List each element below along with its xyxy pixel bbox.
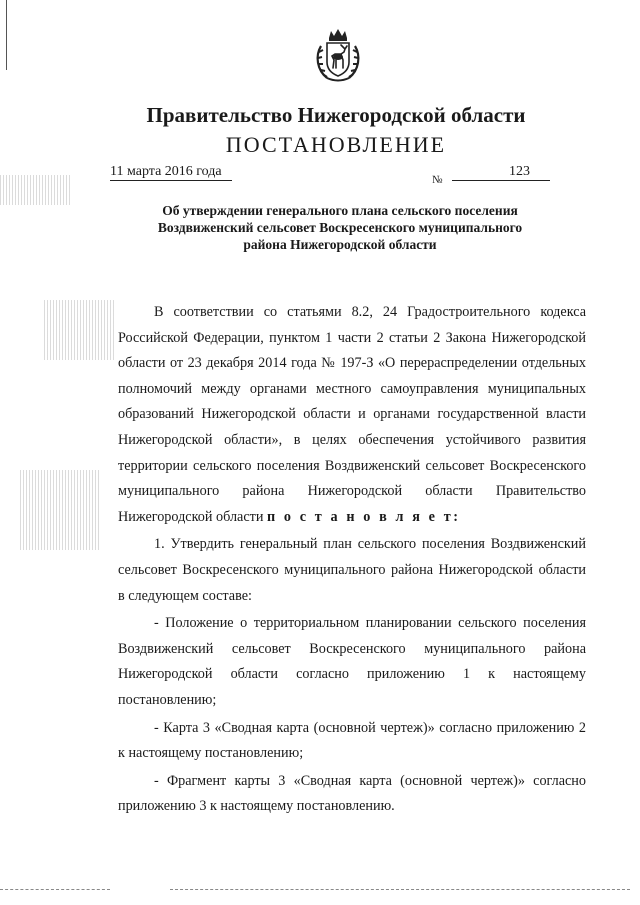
preamble-text: В соответствии со статьями 8.2, 24 Градостроительного кодекса Российской Федерации, пунктом 1 части 2 статьи 2 Закона Нижегородской области от 23 декабря 2014 года № 197-З «О перераспределении отдельных полномочий между органами местного самоуправления муниципальных образований Нижегородской области и органами государственной власти Нижегородской области», в целях обеспечения устойчивого развития территории сельского поселения Воздвиженский сельсовет Воскресенского муниципального района Нижегородской области Правительство Нижегородской области bbox=[118, 304, 586, 525]
scan-noise bbox=[20, 470, 100, 550]
coat-of-arms-icon bbox=[313, 28, 363, 84]
scan-bottom-dash bbox=[0, 889, 110, 890]
scan-noise bbox=[0, 175, 70, 205]
document-number: 123 bbox=[452, 164, 550, 181]
document-kind: ПОСТАНОВЛЕНИЕ bbox=[225, 132, 447, 157]
organization-title: Правительство Нижегородской области bbox=[146, 103, 526, 127]
subitem-paragraph: - Фрагмент карты 3 «Сводная карта (основной чертеж)» согласно приложению 3 к настоящему постановлению. bbox=[118, 772, 586, 815]
subitem-paragraph: - Положение о территориальном планировании сельского поселения Воздвиженский сельсовет Воскресенского муниципального района Нижегородской области согласно приложению 1 к настоящему постановлению; bbox=[118, 615, 586, 708]
scan-margin-line bbox=[6, 0, 7, 70]
preamble-paragraph bbox=[118, 300, 586, 530]
subject-line: Об утверждении генерального плана сельского поселения bbox=[162, 203, 518, 218]
subitem-paragraph: - Карта 3 «Сводная карта (основной чертеж)» согласно приложению 2 к настоящему постановлению; bbox=[118, 719, 586, 762]
scan-bottom-dash bbox=[170, 889, 630, 890]
item-paragraph: 1. Утвердить генеральный план сельского поселения Воздвиженский сельсовет Воскресенского муниципального района Нижегородской области в следующем составе: bbox=[118, 536, 586, 604]
scan-noise bbox=[44, 300, 114, 360]
subject-line: Воздвиженский сельсовет Воскресенского муниципального bbox=[157, 220, 523, 235]
document-date: 11 марта 2016 года bbox=[110, 164, 232, 181]
subject-line: района Нижегородской области bbox=[243, 237, 437, 252]
document-body bbox=[118, 300, 586, 820]
document-number-label: № bbox=[432, 174, 443, 186]
document-subject bbox=[110, 202, 570, 253]
resolves-phrase: п о с т а н о в л я е т: bbox=[266, 508, 461, 525]
